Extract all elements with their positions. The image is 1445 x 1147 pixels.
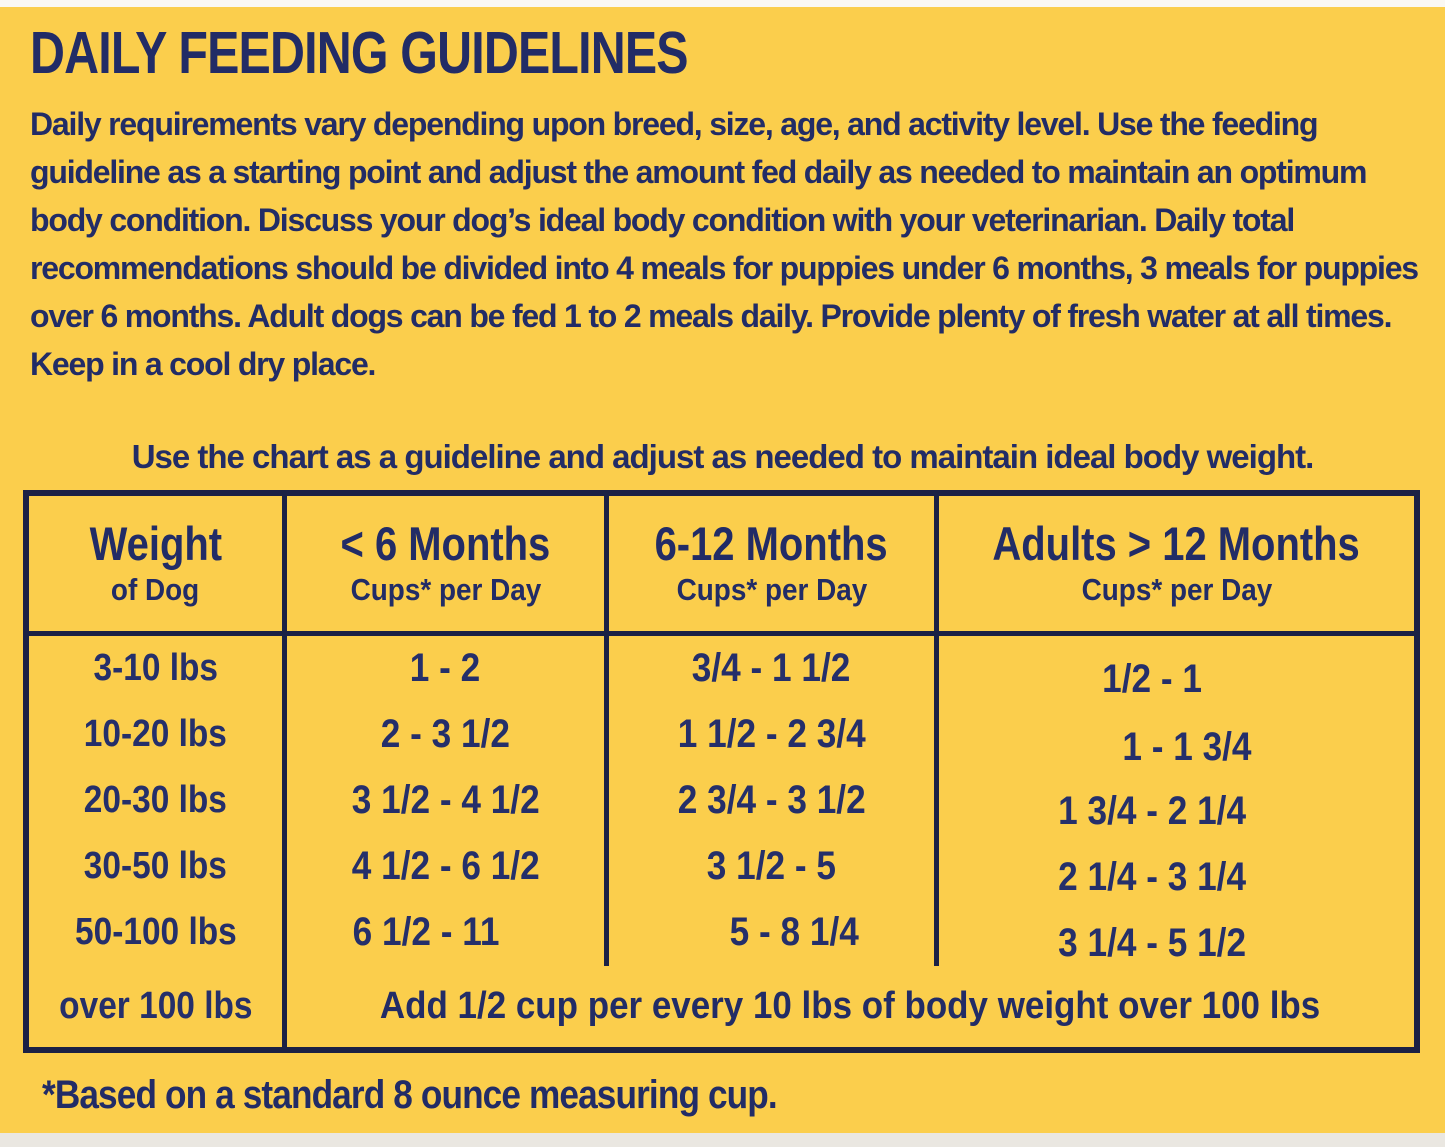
cell-under6-r5	[282, 900, 604, 966]
header-6-12-months	[604, 496, 934, 636]
value-weight-10-20: 10-20 lbs	[83, 713, 228, 756]
value-6to12-r3: 2 3/4 - 3 1/2	[677, 778, 866, 823]
header-6-12-months-title: 6-12 Months	[654, 517, 889, 571]
cell-weight-50-100	[29, 900, 282, 966]
bottom-white-strip	[0, 1133, 1445, 1147]
value-weight-30-50: 30-50 lbs	[83, 845, 228, 888]
cell-under6-r2	[282, 702, 604, 768]
value-adults-r1: 1/2 - 1	[1101, 657, 1202, 702]
header-adults	[934, 496, 1414, 636]
cell-weight-10-20	[29, 702, 282, 768]
top-white-strip	[0, 0, 1445, 7]
value-6to12-r5: 5 - 8 1/4	[729, 910, 859, 955]
header-adults-subtitle: Cups* per Day	[1081, 571, 1272, 607]
header-6-12-months-subtitle: Cups* per Day	[676, 571, 867, 607]
cell-6to12-r2	[604, 702, 934, 768]
cell-6to12-r1	[604, 636, 934, 702]
cell-adults-r3	[934, 768, 1414, 834]
value-6to12-r4: 3 1/2 - 5	[706, 844, 837, 889]
value-over-100-note: Add 1/2 cup per every 10 lbs of body weight over 100 lbs	[380, 984, 1321, 1027]
page-title: DAILY FEEDING GUIDELINES	[30, 20, 688, 86]
cell-under6-r4	[282, 834, 604, 900]
header-under-6-months-title: < 6 Months	[340, 517, 551, 571]
value-adults-r3: 1 3/4 - 2 1/4	[1057, 789, 1246, 834]
value-under6-r5: 6 1/2 - 11	[352, 910, 500, 955]
value-adults-r4: 2 1/4 - 3 1/4	[1057, 855, 1246, 900]
value-weight-20-30: 20-30 lbs	[83, 779, 228, 822]
value-adults-r2: 1 - 1 3/4	[1122, 725, 1252, 770]
value-under6-r1: 1 - 2	[410, 646, 481, 691]
header-weight	[29, 496, 282, 636]
intro-paragraph: Daily requirements vary depending upon breed, size, age, and activity level. Use the feeding guideline as a starting point and adjust the amount fed daily as needed to maintain an optimum body condition. Discuss your dog’s ideal body condition with your veterinarian. Daily total recommendations should be divided into 4 meals for puppies under 6 months, 3 meals for puppies over 6 months. Adult dogs can be fed 1 to 2 meals daily. Provide plenty of fresh water at all times. Keep in a cool dry place.	[30, 105, 1418, 382]
value-6to12-r1: 3/4 - 1 1/2	[692, 646, 851, 691]
measuring-cup-footnote: *Based on a standard 8 ounce measuring cup.	[42, 1072, 777, 1117]
cell-6to12-r3	[604, 768, 934, 834]
value-adults-r5: 3 1/4 - 5 1/2	[1057, 921, 1246, 966]
feeding-guidelines-table	[23, 490, 1420, 1053]
header-weight-subtitle: of Dog	[111, 571, 200, 607]
cell-weight-30-50	[29, 834, 282, 900]
cell-over-100-note	[282, 966, 1414, 1047]
cell-6to12-r5	[604, 900, 934, 966]
cell-adults-r1	[934, 636, 1414, 702]
cell-weight-over-100	[29, 966, 282, 1047]
cell-weight-3-10	[29, 636, 282, 702]
chart-usage-note: Use the chart as a guideline and adjust as needed to maintain ideal body weight.	[131, 437, 1314, 475]
cell-6to12-r4	[604, 834, 934, 900]
header-under-6-months	[282, 496, 604, 636]
cell-under6-r1	[282, 636, 604, 702]
value-6to12-r2: 1 1/2 - 2 3/4	[677, 712, 866, 757]
cell-weight-20-30	[29, 768, 282, 834]
value-weight-over-100: over 100 lbs	[58, 984, 253, 1027]
cell-adults-r4	[934, 834, 1414, 900]
header-weight-title: Weight	[89, 517, 222, 571]
cell-adults-r5	[934, 900, 1414, 966]
value-weight-3-10: 3-10 lbs	[93, 647, 218, 690]
header-under-6-months-subtitle: Cups* per Day	[350, 571, 541, 607]
value-under6-r4: 4 1/2 - 6 1/2	[351, 844, 540, 889]
value-under6-r3: 3 1/2 - 4 1/2	[351, 778, 540, 823]
cell-adults-r2	[934, 702, 1414, 768]
header-adults-title: Adults > 12 Months	[992, 517, 1361, 571]
cell-under6-r3	[282, 768, 604, 834]
value-under6-r2: 2 - 3 1/2	[380, 712, 511, 757]
value-weight-50-100: 50-100 lbs	[74, 911, 237, 954]
